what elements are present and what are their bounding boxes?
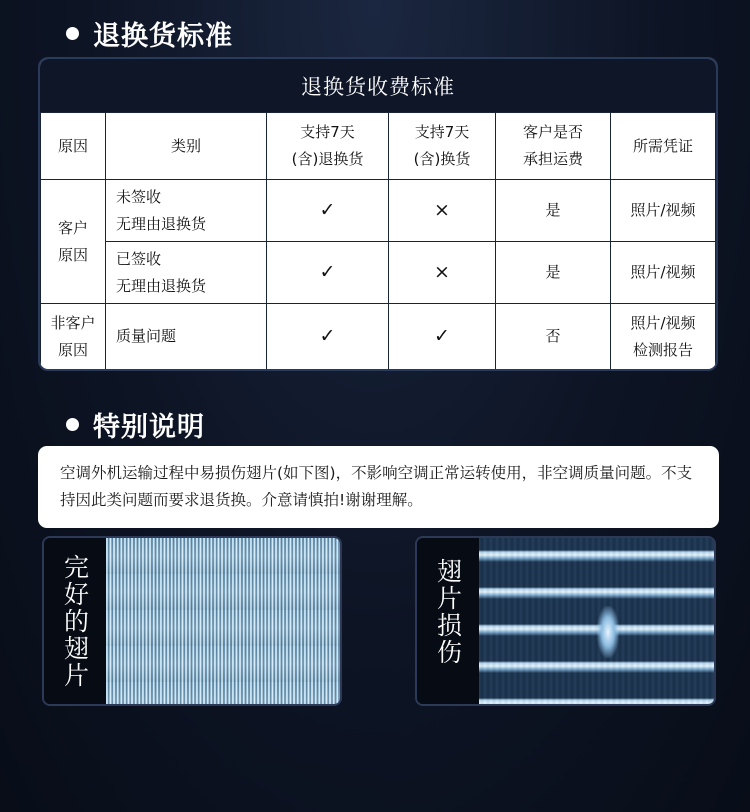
row-shipping: 否	[496, 304, 611, 370]
table-row	[41, 242, 716, 304]
special-note-text: 空调外机运输过程中易损伤翅片(如下图)，不影响空调正常运转使用，非空调质量问题。不支持因此类问题而要求退货换。介意请慎拍!谢谢理解。	[60, 464, 693, 509]
return-standard-title-text: 退换货标准	[93, 21, 233, 52]
bullet-dot-icon	[66, 27, 79, 40]
row-proof: 照片/视频	[611, 180, 716, 242]
table-column-header-row	[41, 113, 716, 180]
group-customer-reason: 客户 原因	[41, 180, 106, 304]
table-row	[41, 180, 716, 242]
fee-table-grid	[40, 112, 716, 370]
col-header-category: 类别	[106, 113, 267, 180]
intact-fin-image	[106, 538, 340, 704]
bullet-dot-icon	[66, 418, 79, 431]
row-shipping: 是	[496, 180, 611, 242]
row-category: 未签收 无理由退换货	[106, 180, 267, 242]
group-noncustomer-reason: 非客户 原因	[41, 304, 106, 370]
col-header-proof: 所需凭证	[611, 113, 716, 180]
intact-fin-photo	[42, 536, 342, 706]
special-note-title	[66, 405, 205, 444]
row-proof: 照片/视频	[611, 242, 716, 304]
row-exchange7: ✓	[389, 304, 496, 370]
col-header-exchange7: 支持7天 (含)换货	[389, 113, 496, 180]
damaged-fin-image	[479, 538, 714, 704]
damage-spot	[597, 606, 619, 658]
row-shipping: 是	[496, 242, 611, 304]
table-header: 退换货收费标准	[40, 59, 716, 112]
col-header-return7: 支持7天 (含)退换货	[267, 113, 389, 180]
return-standard-title	[66, 14, 233, 53]
col-header-reason: 原因	[41, 113, 106, 180]
row-return7: ✓	[267, 304, 389, 370]
damaged-fin-photo	[415, 536, 716, 706]
intact-fin-label: 完好的翅片	[44, 538, 106, 704]
row-return7: ✓	[267, 180, 389, 242]
row-exchange7: ×	[389, 242, 496, 304]
special-note-box	[38, 446, 719, 528]
special-note-title-text: 特别说明	[93, 412, 205, 443]
damaged-fin-label: 翅片损伤	[417, 538, 479, 704]
row-category: 已签收 无理由退换货	[106, 242, 267, 304]
col-header-shipping: 客户是否 承担运费	[496, 113, 611, 180]
table-row	[41, 304, 716, 370]
return-fee-table	[38, 57, 718, 371]
row-category: 质量问题	[106, 304, 267, 370]
row-proof: 照片/视频 检测报告	[611, 304, 716, 370]
row-return7: ✓	[267, 242, 389, 304]
row-exchange7: ×	[389, 180, 496, 242]
